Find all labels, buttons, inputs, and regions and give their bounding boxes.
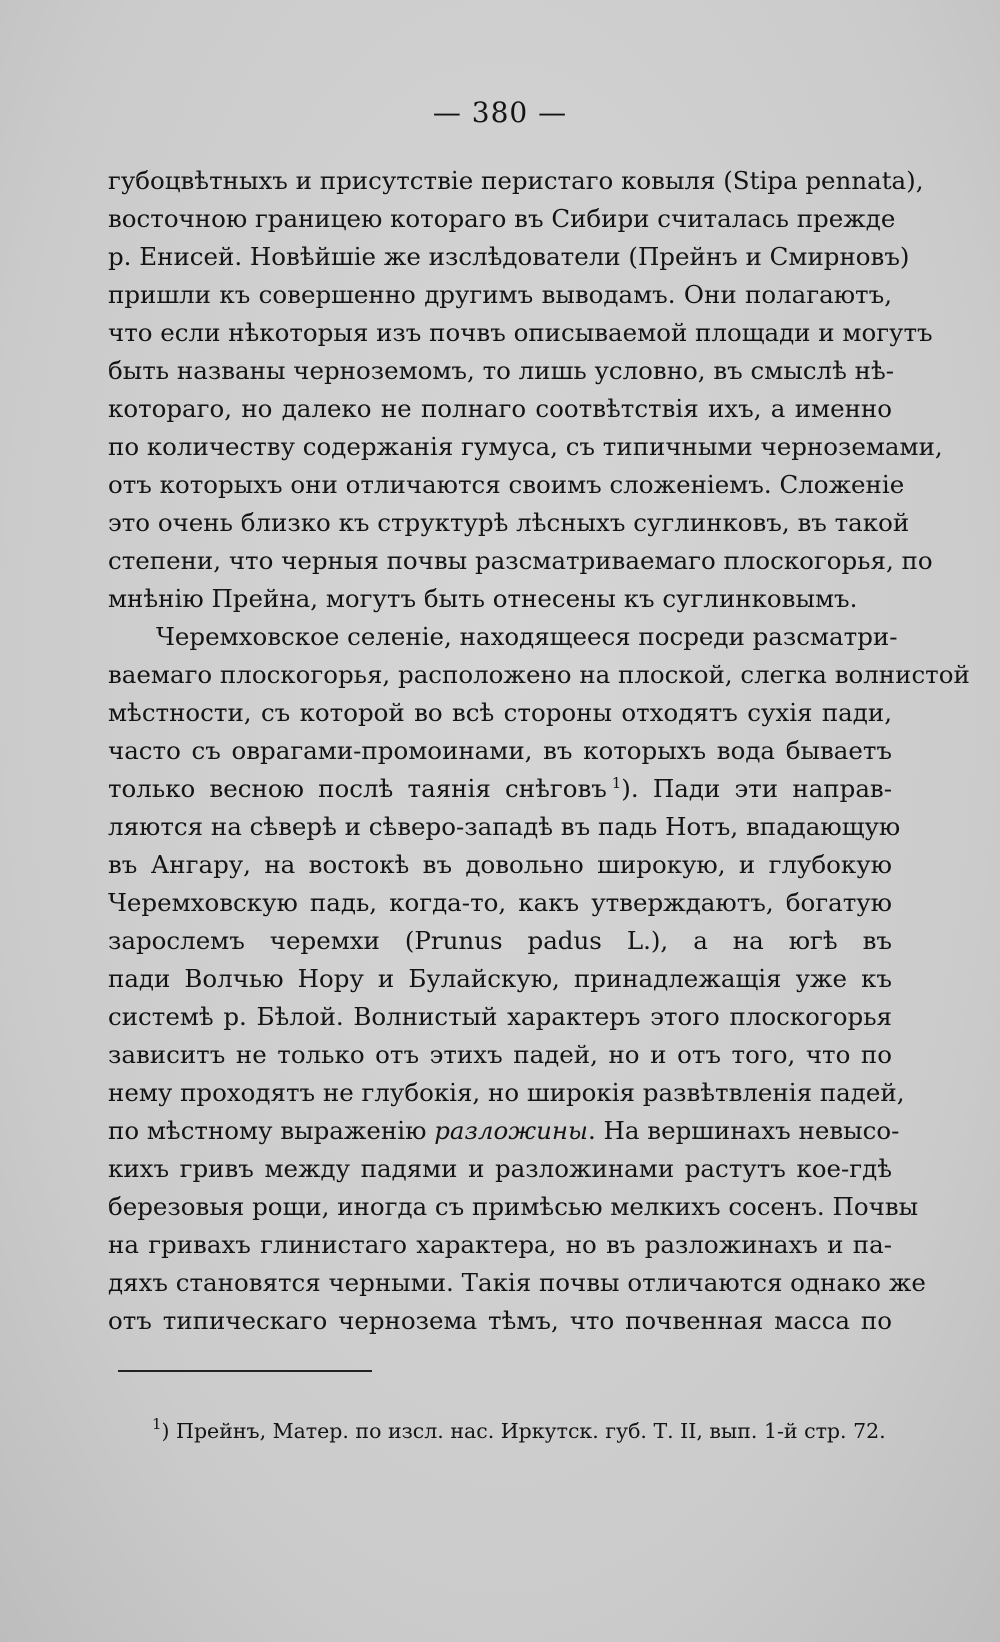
text-line: мѣстности, съ которой во всѣ стороны отходятъ сухія пади, <box>108 698 892 727</box>
text-line: мнѣнію Прейна, могутъ быть отнесены къ суглинковымъ. <box>108 584 858 613</box>
page-number: — 380 — <box>432 96 568 129</box>
text-line: въ Ангару, на востокѣ въ довольно широкую, и глубокую <box>108 850 892 879</box>
footnote-text: ) Прейнъ, Матер. по изсл. нас. Иркутск. губ. Т. II, вып. 1-й стр. 72. <box>161 1419 886 1443</box>
text-line: отъ типическаго чернозема тѣмъ, что почвенная масса по <box>108 1306 892 1335</box>
text-line: нему проходятъ не глубокія, но широкія развѣтвленія падей, <box>108 1078 905 1107</box>
text-line <box>108 770 892 808</box>
footnote-ref: 1 <box>611 774 622 792</box>
text-line: восточною границею котораго въ Сибири считалась прежде <box>108 204 896 233</box>
text-segment: только весною послѣ таянія снѣговъ <box>108 774 607 803</box>
text-line: быть названы черноземомъ, то лишь условно, въ смыслѣ нѣ- <box>108 356 895 385</box>
text-line: отъ которыхъ они отличаются своимъ сложеніемъ. Сложеніе <box>108 470 905 499</box>
text-line: пришли къ совершенно другимъ выводамъ. Они полагаютъ, <box>108 280 892 309</box>
text-line: зависитъ не только отъ этихъ падей, но и отъ того, что по <box>108 1040 892 1069</box>
text-segment: по мѣстному выраженію <box>108 1116 435 1145</box>
text-line: системѣ р. Бѣлой. Волнистый характеръ этого плоскогорья <box>108 1002 892 1031</box>
text-line: ляются на сѣверѣ и сѣверо-западѣ въ падь Нотъ, впадающую <box>108 812 901 841</box>
text-line: часто съ оврагами-промоинами, въ которыхъ вода бываетъ <box>108 736 892 765</box>
text-segment: . На вершинахъ невысо- <box>587 1116 900 1145</box>
text-line: зарослемъ черемхи (Prunus padus L.), а на югѣ въ <box>108 926 892 955</box>
text-line: дяхъ становятся черными. Такія почвы отличаются однако же <box>108 1268 926 1297</box>
text-line <box>108 1112 900 1150</box>
text-line: Черемховское селеніе, находящееся посреди разсматри- <box>156 622 898 651</box>
text-line: степени, что черныя почвы разсматриваемаго плоскогорья, по <box>108 546 933 575</box>
text-line: губоцвѣтныхъ и присутствіе перистаго ковыля (Stipa pennata), <box>108 166 924 195</box>
footnote <box>152 1416 892 1446</box>
text-line: пади Волчью Нору и Булайскую, принадлежащія уже къ <box>108 964 892 993</box>
text-line: на гривахъ глинистаго характера, но въ разложинахъ и па- <box>108 1230 892 1259</box>
text-line: что если нѣкоторыя изъ почвъ описываемой площади и могутъ <box>108 318 933 347</box>
text-line: по количеству содержанія гумуса, съ типичными черноземами, <box>108 432 943 461</box>
footnote-divider <box>118 1370 372 1372</box>
text-line: котораго, но далеко не полнаго соотвѣтствія ихъ, а именно <box>108 394 892 423</box>
text-segment: ). Пади эти направ- <box>621 774 892 803</box>
text-line: кихъ гривъ между падями и разложинами растутъ кое-гдѣ <box>108 1154 892 1183</box>
text-line: ваемаго плоскогорья, расположено на плоской, слегка волнистой <box>108 660 970 689</box>
text-line: это очень близко къ структурѣ лѣсныхъ суглинковъ, въ такой <box>108 508 910 537</box>
text-line: Черемховскую падь, когда-то, какъ утверждаютъ, богатую <box>108 888 892 917</box>
main-text <box>108 162 970 1340</box>
text-line: березовыя рощи, иногда съ примѣсью мелкихъ сосенъ. Почвы <box>108 1192 919 1221</box>
italic-term: разложины <box>434 1116 588 1145</box>
text-line: р. Енисей. Новѣйшіе же изслѣдователи (Прейнъ и Смирновъ) <box>108 242 910 271</box>
footnote-mark: 1 <box>152 1415 162 1433</box>
